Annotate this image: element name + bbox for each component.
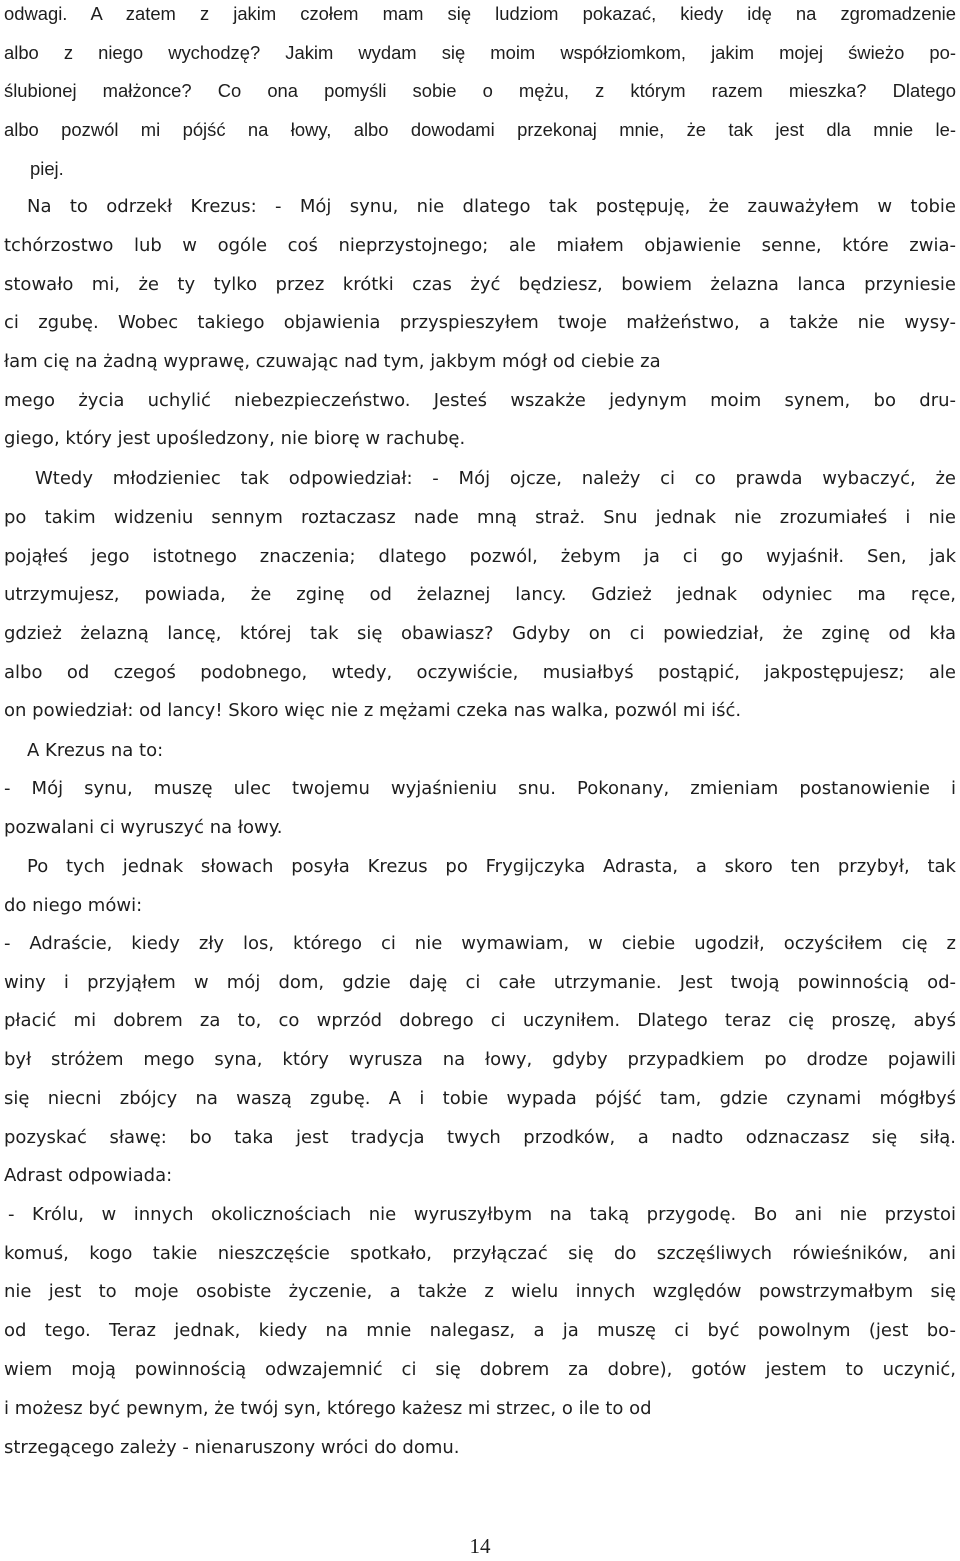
text-line: nie jest to moje osobiste życzenie, a także z wielu innych względów powstrzymałbym się: [4, 1281, 956, 1302]
text-line: był stróżem mego syna, który wyrusza na łowy, gdyby przypadkiem po drodze pojawili: [4, 1049, 956, 1070]
text-line: pozwalani ci wyruszyć na łowy.: [4, 817, 283, 838]
text-line: po takim widzeniu sennym roztaczasz nade mną straż. Snu jednak nie zrozumiałeś i nie: [4, 507, 956, 528]
text-line: się niecni zbójcy na waszą zgubę. A i tobie wypada pójść tam, gdzie czynami mógłbyś: [4, 1088, 956, 1109]
text-line: ślubionej małżonce? Co ona pomyśli sobie o mężu, z którym razem mieszka? Dlatego: [4, 80, 956, 101]
text-line: stowało mi, że ty tylko przez krótki czas żyć będziesz, bowiem żelazna lanca przyniesie: [4, 274, 956, 295]
text-line: winy i przyjąłem w mój dom, gdzie daję ci całe utrzymanie. Jest twoją powinnością od-: [4, 972, 956, 993]
text-line: albo od czegoś podobnego, wtedy, oczywiście, musiałbyś postąpić, jakpostępujesz; ale: [4, 662, 956, 683]
text-line: i możesz być pewnym, że twój syn, którego każesz mi strzec, o ile to od: [4, 1398, 652, 1419]
text-line: strzegącego zależy - nienaruszony wróci do domu.: [4, 1437, 460, 1458]
text-line: Adrast odpowiada:: [4, 1165, 173, 1186]
text-line: ci zgubę. Wobec takiego objawienia przyspieszyłem twoje małżeństwo, a także nie wysy-: [4, 312, 956, 333]
text-line: pojąłeś jego istotnego znaczenia; dlatego pozwól, żebym ja ci go wyjaśnił. Sen, jak: [4, 546, 956, 567]
text-line: od tego. Teraz jednak, kiedy na mnie nalegasz, a ja muszę ci być powolnym (jest bo-: [4, 1320, 956, 1341]
text-line: on powiedział: od lancy! Skoro więc nie z mężami czeka nas walka, pozwól mi iść.: [4, 700, 742, 721]
text-line: do niego mówi:: [4, 895, 143, 916]
text-line: Wtedy młodzieniec tak odpowiedział: - Mój ojcze, należy ci co prawda wybaczyć, że: [35, 468, 956, 489]
text-line: piej.: [30, 158, 64, 179]
text-line: odwagi. A zatem z jakim czołem mam się ludziom pokazać, kiedy idę na zgromadzenie: [4, 3, 956, 24]
text-line: giego, który jest upośledzony, nie biorę w rachubę.: [4, 428, 466, 449]
text-line: - Adraście, kiedy zły los, którego ci nie wymawiam, w ciebie ugodził, oczyściłem cię z: [4, 933, 956, 954]
text-line: utrzymujesz, powiada, że zginę od żelaznej lancy. Gdzież jednak odyniec ma ręce,: [4, 584, 956, 605]
text-line: Po tych jednak słowach posyła Krezus po Frygijczyka Adrasta, a skoro ten przybył, tak: [27, 856, 956, 877]
text-line: A Krezus na to:: [27, 740, 164, 761]
text-line: wiem moją powinnością odwzajemnić ci się dobrem za dobre), gotów jestem to uczynić,: [4, 1359, 956, 1380]
text-line: komuś, kogo takie nieszczęście spotkało, przyłączać się do szczęśliwych rówieśników, ani: [4, 1243, 956, 1264]
text-line: tchórzostwo lub w ogóle coś nieprzystojnego; ale miałem objawienie senne, które zwia-: [4, 235, 956, 256]
text-line: - Królu, w innych okolicznościach nie wyruszyłbym na taką przygodę. Bo ani nie przystoi: [8, 1204, 956, 1225]
text-line: łam cię na żadną wyprawę, czuwając nad tym, jakbym mógł od ciebie za: [4, 351, 661, 372]
page-number: 14: [469, 1534, 491, 1558]
text-line: albo pozwól mi pójść na łowy, albo dowodami przekonaj mnie, że tak jest dla mnie le-: [4, 119, 956, 140]
text-line: - Mój synu, muszę ulec twojemu wyjaśnieniu snu. Pokonany, zmieniam postanowienie i: [4, 778, 956, 799]
text-line: pozyskać sławę: bo taka jest tradycja twych przodków, a nadto odznaczasz się siłą.: [4, 1127, 956, 1148]
text-line: Na to odrzekł Krezus: - Mój synu, nie dlatego tak postępuję, że zauważyłem w tobie: [27, 196, 956, 217]
text-line: płacić mi dobrem za to, co wprzód dobrego ci uczyniłem. Dlatego teraz cię proszę, abyś: [4, 1010, 956, 1031]
text-line: mego życia uchylić niebezpieczeństwo. Jesteś wszakże jedynym moim synem, bo dru-: [4, 390, 956, 411]
text-line: gdzież żelazną lancę, której tak się obawiasz? Gdyby on ci powiedział, że zginę od kła: [4, 623, 956, 644]
text-line: albo z niego wychodzę? Jakim wydam się moim współziomkom, jakim mojej świeżo po-: [4, 42, 956, 63]
